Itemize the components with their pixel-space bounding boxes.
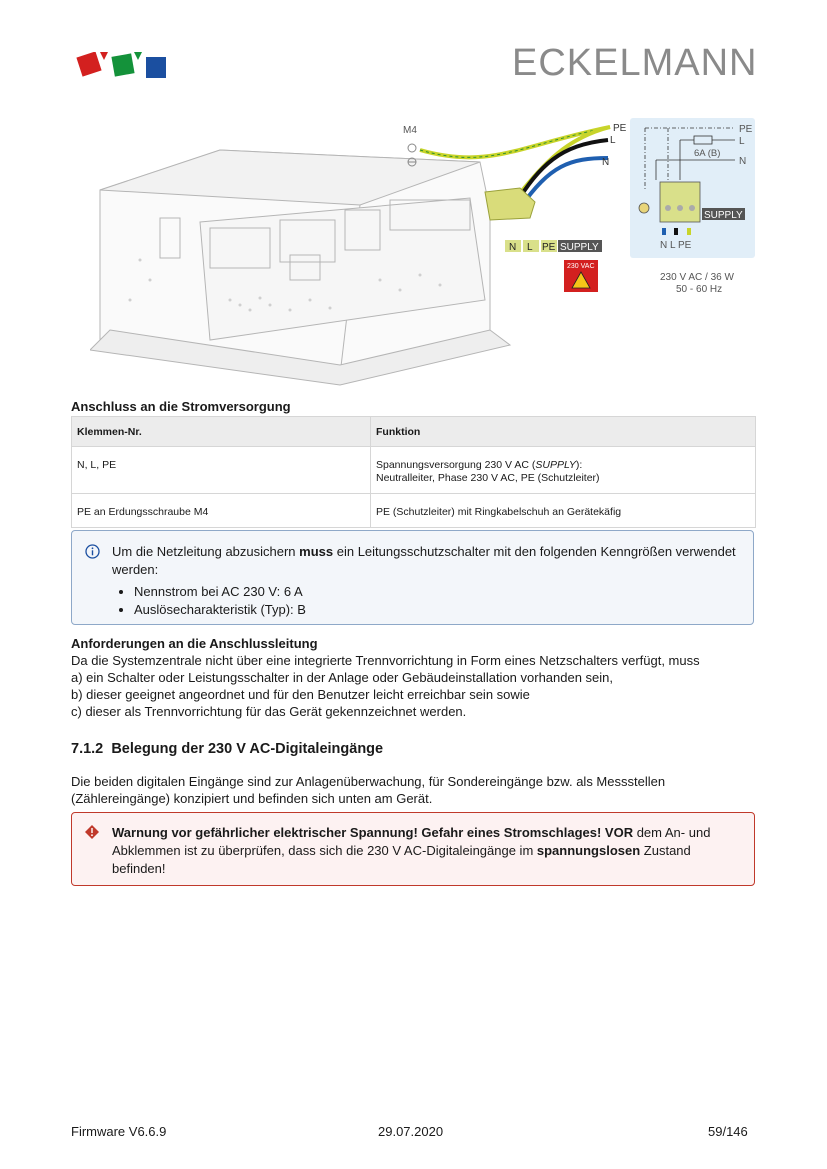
info-note (71, 530, 754, 625)
svg-text:PE: PE (613, 123, 627, 134)
svg-text:N: N (602, 157, 610, 168)
svg-text:N: N (509, 242, 517, 253)
svg-text:50 - 60 Hz: 50 - 60 Hz (676, 284, 723, 295)
column-header: Funktion (371, 417, 756, 447)
company-logo (76, 52, 168, 80)
ground-screw-icon (408, 144, 416, 152)
plug-label (505, 240, 602, 253)
device-drawing (90, 150, 510, 385)
column-header: Klemmen-Nr. (72, 417, 371, 447)
svg-text:SUPPLY: SUPPLY (704, 210, 743, 221)
power-connection-figure (90, 110, 760, 400)
m4-label: M4 (403, 125, 417, 136)
svg-text:L: L (610, 135, 616, 146)
list-item: • Nennstrom bei AC 230 V: 6 A (134, 583, 742, 601)
footer-date: 29.07.2020 (378, 1124, 444, 1139)
footer-page-number: 59/146 (708, 1124, 748, 1139)
warning-text: Warnung vor gefährlicher elektrischer Spannung! Gefahr eines Stromschlages! VOR dem An- und Abklemmen ist zu überprüfen, dass sich die 230 V AC-Digitaleingänge im spannungslosen Zustand befinden! (112, 825, 711, 876)
section-title: Anschluss an die Stromversorgung (71, 399, 291, 414)
table-cell: PE (Schutzleiter) mit Ringkabelschuh an Gerätekäfig (371, 494, 756, 528)
warning-icon (85, 825, 99, 839)
svg-text:N: N (739, 156, 747, 167)
note-list (112, 583, 742, 619)
footer-firmware: Firmware V6.6.9 (71, 1124, 167, 1139)
terminal-table (71, 416, 756, 528)
table-cell: PE an Erdungsschraube M4 (72, 494, 371, 528)
svg-text:PE: PE (739, 124, 753, 135)
svg-text:230 VAC: 230 VAC (567, 263, 595, 270)
table-row (72, 494, 756, 528)
info-icon (85, 544, 100, 559)
note-text: Um die Netzleitung abzusichern muss ein Leitungsschutzschalter mit den folgenden Kenngrößen verwendet werden: • Nennstrom bei AC 230 V: 6 A • Auslösecharakteristik (Typ): B (112, 543, 742, 619)
pe-wire (420, 127, 610, 157)
logo-green-square (111, 53, 134, 76)
logo-red-square (76, 52, 101, 77)
list-item: • Auslösecharakteristik (Typ): B (134, 601, 742, 619)
table-cell: N, L, PE (72, 447, 371, 494)
svg-text:SUPPLY: SUPPLY (560, 242, 599, 253)
logo-blue-square (146, 57, 166, 78)
table-header-row (72, 417, 756, 447)
svg-text:N L PE: N L PE (660, 240, 692, 251)
svg-text:230 V AC / 36 W: 230 V AC / 36 W (660, 272, 734, 283)
section-heading: 7.1.2 Belegung der 230 V AC-Digitaleingänge (71, 741, 384, 757)
warning-box (71, 812, 755, 886)
section-paragraph: Die beiden digitalen Eingänge sind zur Anlagenüberwachung, für Sondereingänge bzw. als Messstellen (Zählereingänge) konzipiert und befinden sich unten am Gerät. (71, 774, 666, 806)
requirements-text: Da die Systemzentrale nicht über eine integrierte Trennvorrichtung in Form eines Netzschalters verfügt, muss a) ein Schalter oder Leistungsschalter in der Anlage oder Gebäudeinstallation vorhanden sein, b) dieser geeignet angeordnet und für den Benutzer leicht erreichbar sein sowie c) dieser als Trennvorrichtung für das Gerät gekennzeichnet werden. (71, 653, 700, 719)
brand-wordmark: ECKELMANN (512, 42, 758, 84)
table-row (72, 447, 756, 494)
ring-terminal-icon (639, 203, 649, 213)
fuse-symbol (694, 136, 712, 144)
svg-text:PE: PE (542, 242, 556, 253)
terminal-block (660, 182, 700, 222)
requirements-title: Anforderungen an die Anschlussleitung (71, 636, 318, 651)
supply-plug (485, 188, 535, 220)
svg-text:6A (B): 6A (B) (694, 148, 721, 159)
svg-text:L: L (527, 242, 533, 253)
svg-text:L: L (739, 136, 745, 147)
table-cell: Spannungsversorgung 230 V AC (SUPPLY): Neutralleiter, Phase 230 V AC, PE (Schutzleiter) (371, 447, 756, 494)
